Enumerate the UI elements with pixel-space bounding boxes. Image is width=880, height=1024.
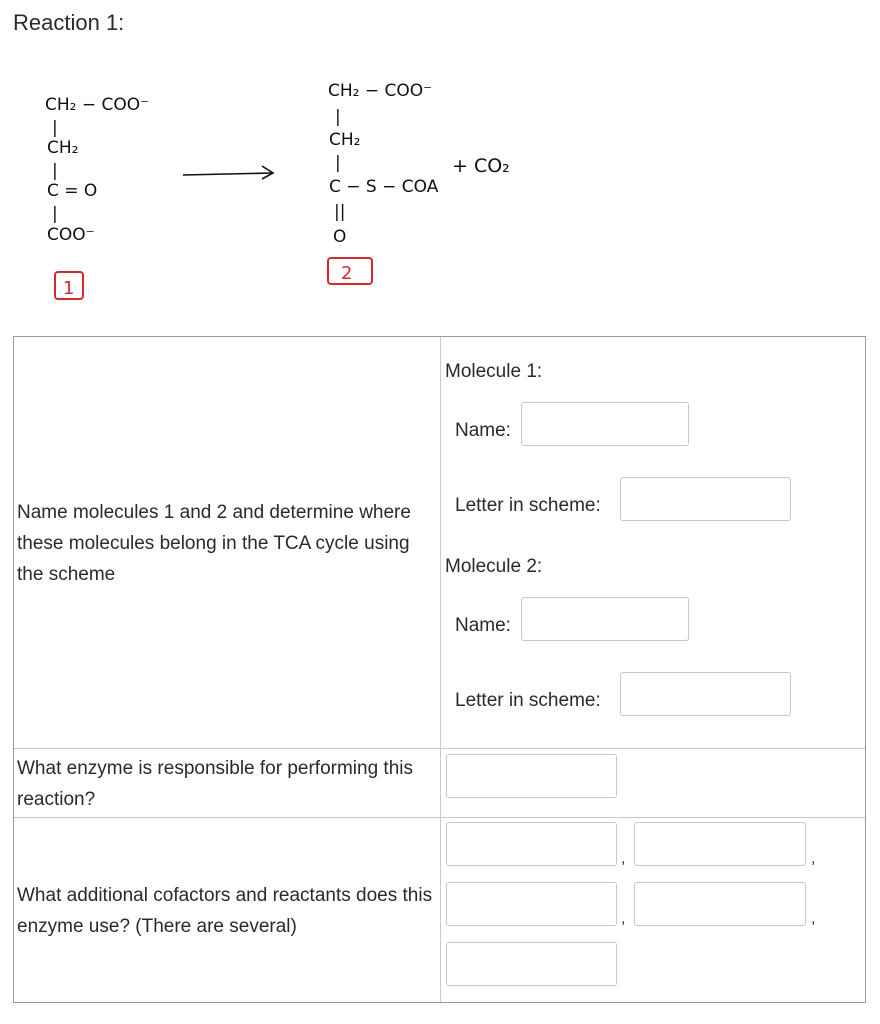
cofactor-input-4[interactable] [634,882,806,926]
row-divider [14,748,865,749]
cofactor-input-1[interactable] [446,822,617,866]
enzyme-input[interactable] [446,754,617,798]
row-divider [14,817,865,818]
reactant-line: COO⁻ [47,225,95,245]
product-structure [328,81,439,247]
molecule1-letter-input[interactable] [620,477,791,521]
product-label: 2 [341,263,353,284]
question-table [13,336,866,1003]
page-title: Reaction 1: [13,10,125,35]
molecule1-name-input[interactable] [521,402,689,446]
column-divider [440,337,441,1002]
molecule1-name-label: Name: [455,420,511,441]
separator: , [621,850,626,867]
molecule2-name-input[interactable] [521,597,689,641]
molecule2-heading: Molecule 2: [445,556,543,577]
reactant-line: | [52,118,58,138]
product-line: O [333,227,347,247]
reactant-line: | [52,204,58,224]
product-line: | [335,153,341,173]
product-line: CH₂ [329,130,361,150]
separator: , [811,850,816,867]
cofactor-input-3[interactable] [446,882,617,926]
molecule2-name-label: Name: [455,615,511,636]
product-line: | [335,107,341,127]
question-enzyme: What enzyme is responsible for performing this reaction? [17,758,413,810]
reactant-line: CH₂ − COO⁻ [45,95,150,115]
separator: , [811,910,816,927]
reactant-structure [45,95,149,245]
reactant-line: | [52,161,58,181]
molecule1-heading: Molecule 1: [445,361,543,382]
reaction-arrow [183,166,273,179]
reactant-label: 1 [63,278,75,299]
cofactor-input-5[interactable] [446,942,617,986]
question-cofactors: What additional cofactors and reactants does this enzyme use? (There are several) [17,885,433,937]
byproduct-co2: + CO₂ [452,155,510,177]
product-line: C − S − COA [329,177,439,197]
question-name-molecules: Name molecules 1 and 2 and determine where these molecules belong in the TCA cycle using the scheme [17,502,411,585]
molecule2-letter-label: Letter in scheme: [455,690,601,711]
reactant-line: C = O [47,181,98,201]
product-line: CH₂ − COO⁻ [328,81,433,101]
cofactor-input-2[interactable] [634,822,806,866]
reaction-scheme [0,0,880,330]
molecule2-letter-input[interactable] [620,672,791,716]
molecule1-letter-label: Letter in scheme: [455,495,601,516]
product-line: || [334,202,346,222]
separator: , [621,910,626,927]
reactant-line: CH₂ [47,138,79,158]
